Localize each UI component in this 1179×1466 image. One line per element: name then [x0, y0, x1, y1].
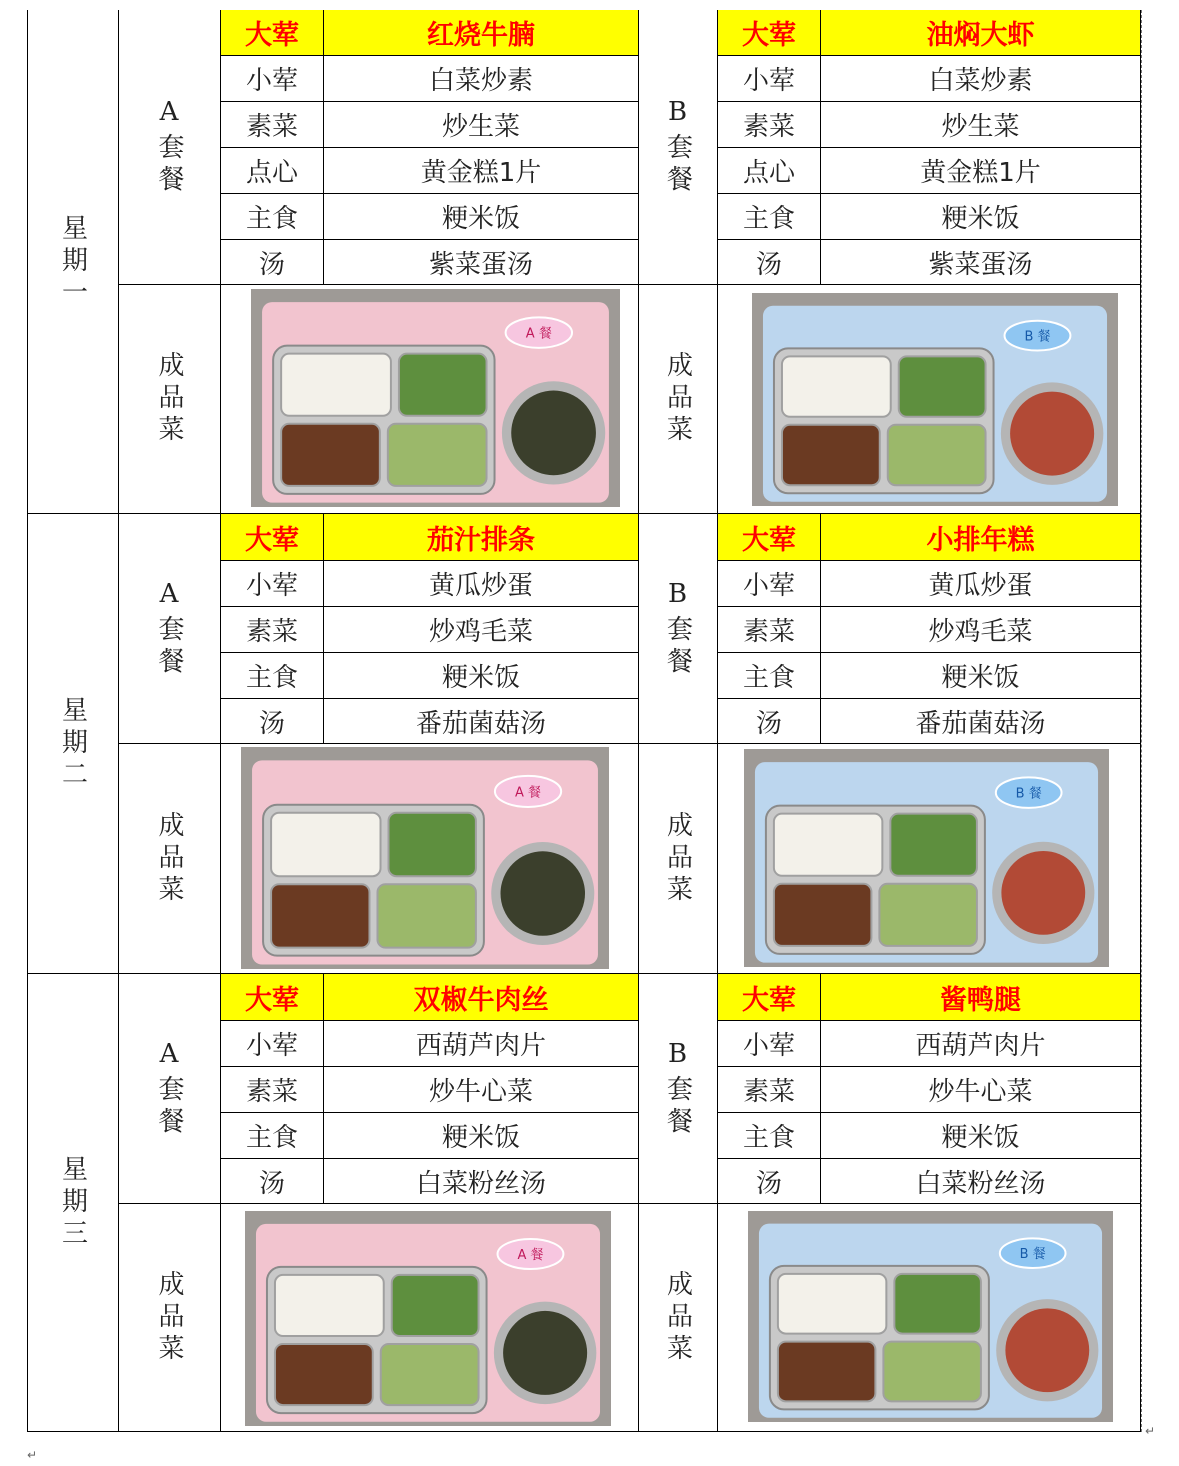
- soup: [1005, 1308, 1089, 1392]
- dish-cell: 炒鸡毛菜: [821, 607, 1141, 653]
- dish-cell: 紫菜蛋汤: [324, 240, 639, 285]
- tray-compartment: [275, 1275, 384, 1336]
- tray-illustration: [241, 747, 609, 969]
- meal-tag-text: A 餐: [525, 326, 552, 342]
- photo-label: 成品菜: [662, 1269, 693, 1366]
- tray-illustration: [752, 293, 1118, 506]
- tray-compartment: [778, 1342, 876, 1402]
- dish-cell: 粳米饭: [324, 1113, 639, 1159]
- photo-label-cell: [119, 285, 221, 514]
- tray-compartment: [888, 425, 986, 485]
- tray-compartment: [899, 356, 986, 416]
- category-cell: 汤: [718, 1159, 821, 1204]
- meal-tag-text: B 餐: [1024, 329, 1051, 345]
- photo-label: 成品菜: [662, 351, 693, 447]
- photo-label-cell: [639, 744, 718, 974]
- category-cell: 小荤: [718, 56, 821, 102]
- category-cell: 主食: [221, 653, 324, 699]
- main-dish-cell: 茄汁排条: [324, 514, 639, 561]
- category-cell: 小荤: [718, 561, 821, 607]
- category-cell: 汤: [718, 699, 821, 744]
- category-cell: 素菜: [718, 102, 821, 148]
- tray-compartment: [890, 814, 977, 876]
- dish-cell: 西葫芦肉片: [324, 1021, 639, 1067]
- meal-tag-text: A 餐: [517, 1248, 544, 1263]
- category-cell: 素菜: [718, 607, 821, 653]
- meal-tag-text: B 餐: [1015, 786, 1042, 802]
- day-cell: [27, 514, 119, 974]
- dish-cell: 黄金糕1片: [821, 148, 1141, 194]
- dish-cell: 白菜粉丝汤: [324, 1159, 639, 1204]
- category-cell: 汤: [221, 699, 324, 744]
- dish-cell: 炒牛心菜: [821, 1067, 1141, 1113]
- soup: [1001, 851, 1085, 935]
- photo-label: 成品菜: [154, 1269, 184, 1366]
- category-cell: 主食: [718, 194, 821, 240]
- day-cell: [27, 10, 119, 514]
- category-cell: 主食: [221, 1113, 324, 1159]
- category-cell: 大荤: [718, 974, 821, 1021]
- tray-compartment: [271, 884, 369, 947]
- dish-cell: 番茄菌菇汤: [324, 699, 639, 744]
- cell-end-mark: ↵: [1145, 1424, 1156, 1438]
- set-label: B套餐: [662, 578, 693, 679]
- set-label: A套餐: [154, 578, 184, 679]
- tray-compartment: [778, 1274, 886, 1334]
- photo-label-cell: [639, 1204, 718, 1432]
- tray-compartment: [883, 1342, 981, 1402]
- category-cell: 主食: [718, 653, 821, 699]
- dish-cell: 粳米饭: [324, 194, 639, 240]
- meal-photo-a: [251, 289, 620, 507]
- tray-compartment: [879, 884, 977, 946]
- dish-cell: 粳米饭: [821, 1113, 1141, 1159]
- set-label-cell: [119, 974, 221, 1204]
- category-cell: 素菜: [221, 1067, 324, 1113]
- tray-compartment: [281, 424, 380, 486]
- dish-cell: 紫菜蛋汤: [821, 240, 1141, 285]
- tray-compartment: [782, 425, 880, 485]
- soup: [503, 1311, 587, 1395]
- category-cell: 大荤: [221, 514, 324, 561]
- table-right-border: [1141, 10, 1142, 1432]
- category-cell: 汤: [718, 240, 821, 285]
- photo-label: 成品菜: [154, 810, 184, 907]
- dish-cell: 粳米饭: [821, 194, 1141, 240]
- tray-compartment: [275, 1344, 373, 1405]
- set-label-cell: [639, 974, 718, 1204]
- tray-compartment: [782, 356, 891, 416]
- photo-label: 成品菜: [662, 810, 693, 907]
- photo-label-cell: [119, 1204, 221, 1432]
- meal-photo-b: [752, 293, 1118, 506]
- set-label-cell: [639, 514, 718, 744]
- set-label: A套餐: [154, 1038, 184, 1139]
- meal-photo-a: [241, 747, 609, 969]
- tray-compartment: [399, 354, 487, 416]
- tray-compartment: [774, 884, 872, 946]
- category-cell: 大荤: [221, 974, 324, 1021]
- meal-tag-text: A 餐: [515, 785, 542, 801]
- tray-illustration: [251, 289, 620, 507]
- main-dish-cell: 油焖大虾: [821, 10, 1141, 56]
- photo-label-cell: [119, 744, 221, 974]
- category-cell: 大荤: [221, 10, 324, 56]
- dish-cell: 炒牛心菜: [324, 1067, 639, 1113]
- day-label: 星期三: [57, 1154, 88, 1251]
- main-dish-cell: 双椒牛肉丝: [324, 974, 639, 1021]
- day-label: 星期一: [57, 213, 88, 310]
- category-cell: 素菜: [221, 102, 324, 148]
- tray-illustration: [245, 1211, 611, 1426]
- tray-compartment: [774, 814, 882, 876]
- category-cell: 大荤: [718, 10, 821, 56]
- tray-compartment: [392, 1275, 479, 1336]
- meal-photo-b: [744, 749, 1109, 967]
- set-label: B套餐: [662, 97, 693, 197]
- dish-cell: 黄瓜炒蛋: [821, 561, 1141, 607]
- set-label-cell: [119, 10, 221, 285]
- tray-compartment: [377, 884, 475, 947]
- dish-cell: 白菜粉丝汤: [821, 1159, 1141, 1204]
- dish-cell: 西葫芦肉片: [821, 1021, 1141, 1067]
- dish-cell: 番茄菌菇汤: [821, 699, 1141, 744]
- soup: [511, 391, 596, 476]
- category-cell: 汤: [221, 1159, 324, 1204]
- tray-illustration: [744, 749, 1109, 967]
- day-cell: [27, 974, 119, 1432]
- category-cell: 小荤: [718, 1021, 821, 1067]
- dish-cell: 粳米饭: [821, 653, 1141, 699]
- category-cell: 小荤: [221, 561, 324, 607]
- tray-compartment: [281, 354, 391, 416]
- category-cell: 主食: [221, 194, 324, 240]
- soup: [501, 851, 585, 935]
- set-label-cell: [639, 10, 718, 285]
- meal-photo-a: [245, 1211, 611, 1426]
- paragraph-mark: ↵: [27, 1448, 38, 1462]
- dish-cell: 白菜炒素: [821, 56, 1141, 102]
- category-cell: 小荤: [221, 56, 324, 102]
- main-dish-cell: 小排年糕: [821, 514, 1141, 561]
- category-cell: 汤: [221, 240, 324, 285]
- category-cell: 素菜: [718, 1067, 821, 1113]
- meal-photo-b: [748, 1211, 1113, 1422]
- dish-cell: 黄金糕1片: [324, 148, 639, 194]
- category-cell: 主食: [718, 1113, 821, 1159]
- tray-illustration: [748, 1211, 1113, 1422]
- dish-cell: 粳米饭: [324, 653, 639, 699]
- dish-cell: 炒生菜: [324, 102, 639, 148]
- dish-cell: 白菜炒素: [324, 56, 639, 102]
- photo-label-cell: [639, 285, 718, 514]
- main-dish-cell: 红烧牛腩: [324, 10, 639, 56]
- dish-cell: 炒鸡毛菜: [324, 607, 639, 653]
- set-label: B套餐: [662, 1038, 693, 1139]
- tray-compartment: [271, 813, 380, 876]
- tray-compartment: [894, 1274, 981, 1334]
- set-label: A套餐: [154, 97, 184, 197]
- category-cell: 点心: [718, 148, 821, 194]
- dish-cell: 炒生菜: [821, 102, 1141, 148]
- tray-compartment: [389, 813, 476, 876]
- main-dish-cell: 酱鸭腿: [821, 974, 1141, 1021]
- set-label-cell: [119, 514, 221, 744]
- tray-compartment: [381, 1344, 479, 1405]
- day-label: 星期二: [57, 695, 88, 792]
- photo-label: 成品菜: [154, 351, 184, 447]
- category-cell: 大荤: [718, 514, 821, 561]
- category-cell: 素菜: [221, 607, 324, 653]
- dish-cell: 黄瓜炒蛋: [324, 561, 639, 607]
- category-cell: 小荤: [221, 1021, 324, 1067]
- meal-tag-text: B 餐: [1019, 1247, 1046, 1263]
- tray-compartment: [388, 424, 487, 486]
- soup: [1010, 392, 1094, 476]
- category-cell: 点心: [221, 148, 324, 194]
